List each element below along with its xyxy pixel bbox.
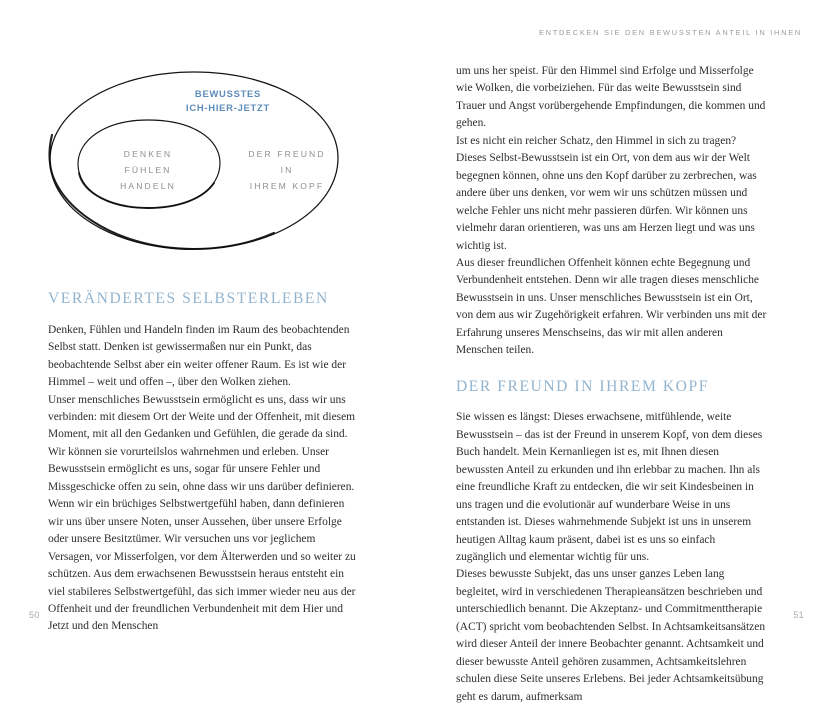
figure-outer-label: [158, 87, 298, 115]
figure-inner-label-line-1: DENKEN: [123, 149, 173, 159]
left-paragraph-1: Denken, Fühlen und Handeln finden im Raum des beobachtenden Selbst statt. Denken ist gewissermaßen nur ein Punkt, das beobachtende Selbst aber ein weiter offener Raum. Es ist wie der Himmel – weit und offen –, über den Wolken ziehen.: [48, 323, 350, 389]
folio-right: 51: [793, 610, 804, 620]
consciousness-diagram: [38, 63, 350, 268]
page-left: [0, 0, 416, 648]
figure-inner-label-line-2: FÜHLEN: [124, 165, 172, 175]
figure-outer-label-line-1: BEWUSSTES: [194, 88, 262, 99]
running-head: ENTDECKEN SIE DEN BEWUSSTEN ANTEIL IN IHNEN: [538, 28, 802, 37]
left-paragraph-3: Wenn wir ein brüchiges Selbstwertgefühl haben, dann definieren wir uns über unsere Noten, unser Aussehen, über unsere Erfolge oder unsere Besitztümer. Wir versuchen uns vor jeglichem Versagen, vor Misserfolgen, vor dem Älterwerden und so weiter zu schützen. Aus dem erwachsenen Bewusstsein heraus entsteht ein viel stabileres Selbstwertgefühl, das sich immer wieder neu aus der Offenheit und der freundlichen Verbundenheit mit dem Hier und Jetzt und den Menschen: [48, 498, 356, 633]
figure-right-label-line-3: IHREM KOPF: [249, 181, 325, 191]
figure-inner-label: [85, 146, 211, 194]
right-section-heading: DER FREUND IN IHREM KOPF: [456, 377, 709, 395]
right-paragraph-5: Dieses bewusste Subjekt, das uns unser ganzes Leben lang begleitet, wird in verschiedenen Therapieansätzen beschrieben und unterschiedlich benannt. Die Akzeptanz- und Commitmenttherapie (ACT) spricht vom beobachtenden Selbst. In Achtsamkeitsansätzen wird dieser Anteil der innere Beobachter genannt. Achtsamkeit und dieser bewusste Anteil gehören zusammen, Achtsamkeitslehren schulen diese Seite unseres Erlebens. Bei jeder Achtsamkeitsübung geht es darum, aufmerksam: [456, 568, 766, 703]
figure-inner-label-line-3: HANDELN: [120, 181, 176, 191]
right-paragraph-4: Sie wissen es längst: Dieses erwachsene, mitfühlende, weite Bewusstsein – das ist der Freund in unserem Kopf, von dem dieses Buch handelt. Mein Kernanliegen ist es, mit Ihnen diesen bewussten Anteil zu erkunden und ihn erlebbar zu machen. Ihn als eine freundliche Kraft zu entdecken, die wir seit Kindesbeinen in uns tragen und die evolutionär auf wunderbare Weise in uns entstanden ist. Dieses wahrnehmende Subjekt ist uns in unserem heutigen Alltag kaum präsent, dabei ist es uns so einfach zugänglich und elementar wichtig für uns.: [456, 411, 763, 564]
left-column: [48, 63, 360, 636]
right-paragraph-1: um uns her speist. Für den Himmel sind Erfolge und Misserfolge wie Wolken, die vorbeiziehen. Für das weite Bewusstsein sind Trauer und Angst vorübergehende Empfindungen, die kommen und gehen.: [456, 65, 766, 130]
figure-right-label-line-2: IN: [280, 165, 294, 175]
folio-left: 50: [29, 610, 40, 620]
right-column: [456, 63, 768, 706]
figure-right-label-line-1: DER FREUND: [248, 149, 326, 159]
left-section-heading: VERÄNDERTES SELBSTERLEBEN: [48, 290, 329, 307]
figure-outer-label-line-2: ICH-HIER-JETZT: [186, 102, 270, 113]
figure-right-label: [224, 146, 350, 194]
right-paragraph-3: Aus dieser freundlichen Offenheit können echte Begegnung und Verbundenheit entstehen. Denn wir alle tragen dieses menschliche Bewusstsein in uns. Unser menschliches Bewusstsein ist ein Ort, von dem aus wir Zugehörigkeit erfahren. Wir verbinden uns mit der Erfahrung unseres Menschseins, das wir mit allen anderen Menschen teilen.: [456, 256, 767, 357]
right-paragraph-2: Ist es nicht ein reicher Schatz, den Himmel in sich zu tragen? Dieses Selbst-Bewusstsein ist ein Ort, von dem aus wir der Welt begegnen können, ohne uns den Kopf darüber zu zerbrechen, was andere über uns denken, vor wem wir uns schützen müssen und welche Fehler uns nicht mehr passieren dürfen. Wir können uns vielmehr daran orientieren, was uns am Herzen liegt und was uns wichtig ist.: [456, 134, 757, 252]
left-paragraph-2: Unser menschliches Bewusstsein ermöglicht es uns, dass wir uns verbinden: mit diesem Ort der Weite und der Offenheit, mit diesem Moment, mit all den Gedanken und Gefühlen, die gerade da sind. Wir können sie vorurteilslos wahrnehmen und erleben. Unser Bewusstsein ermöglicht es uns, sogar für unsere Fehler und Missgeschicke offen zu sein, ohne dass wir uns darüber definieren.: [48, 393, 356, 493]
page-right: [416, 0, 833, 703]
